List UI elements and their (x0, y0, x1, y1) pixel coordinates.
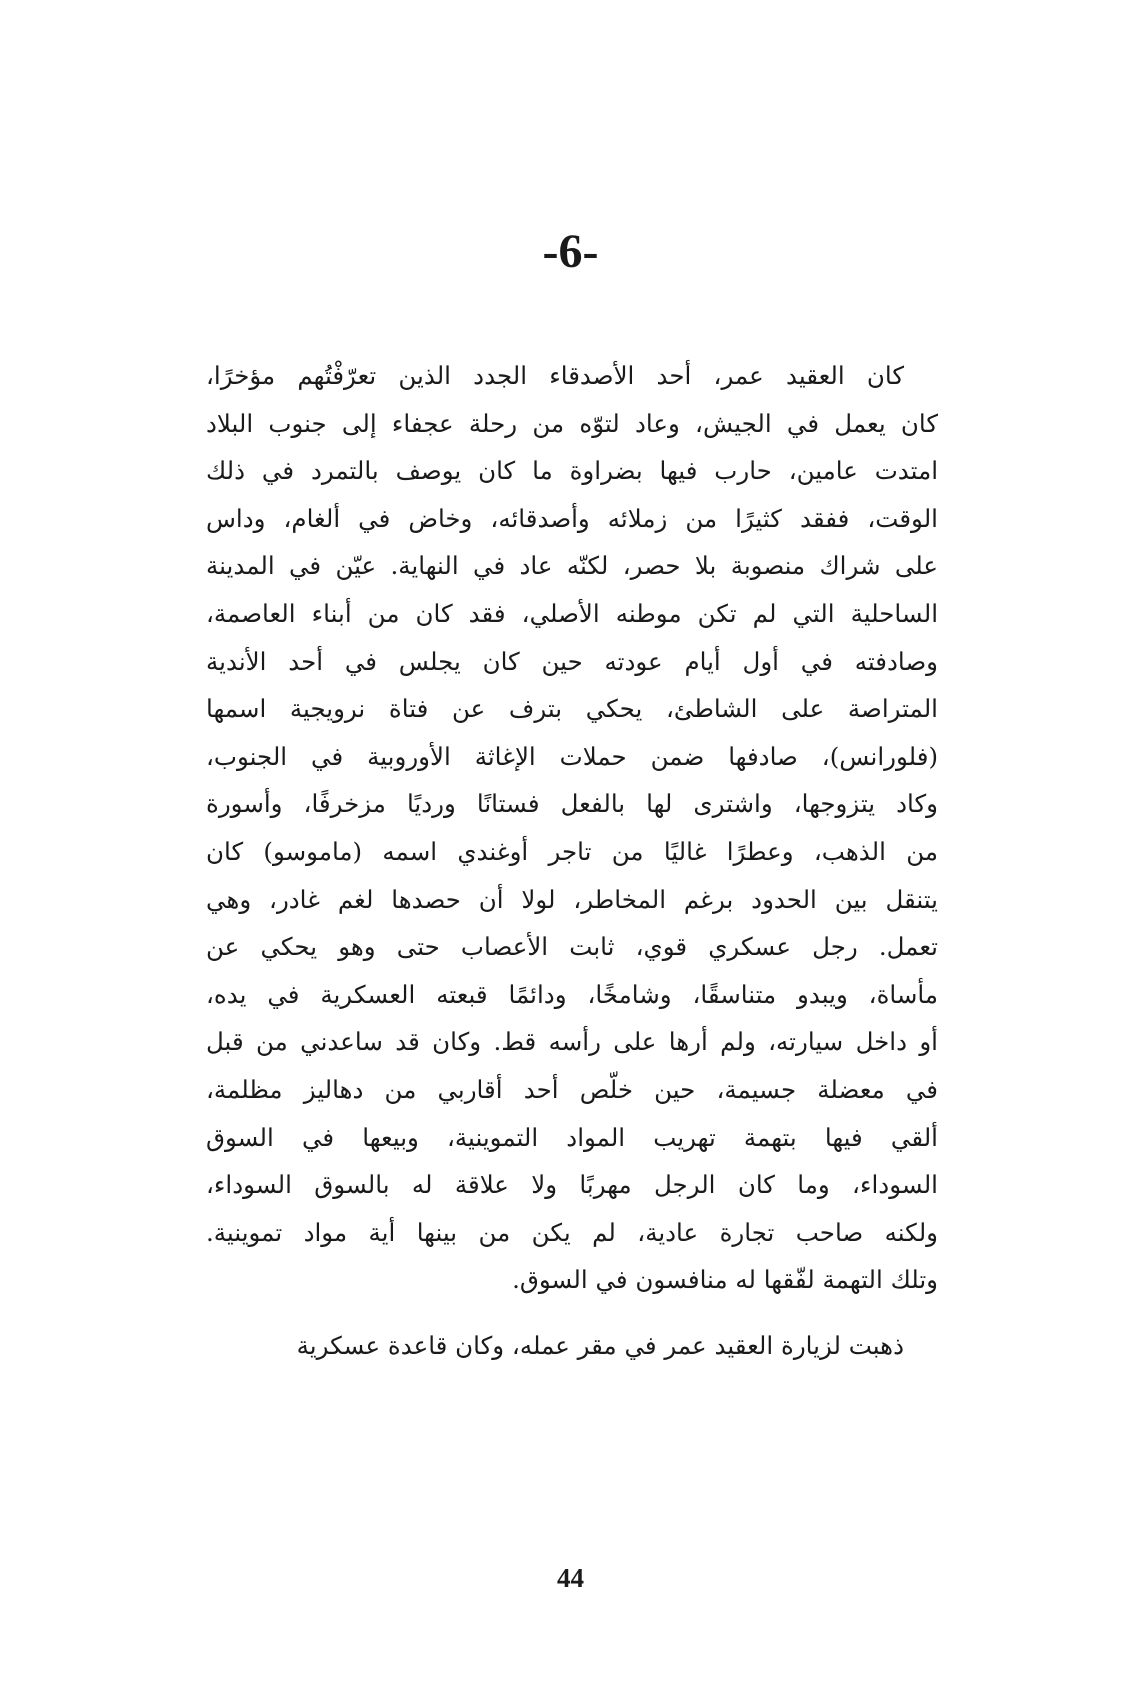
text-line: المتراصة على الشاطئ، يحكي بترف عن فتاة نرويجية اسمها (206, 694, 938, 724)
text-line: أو داخل سيارته، ولم أرها على رأسه قط. وكان قد ساعدني من قبل (206, 1027, 938, 1057)
paragraph (206, 1322, 938, 1370)
text-line: تعمل. رجل عسكري قوي، ثابت الأعصاب حتى وهو يحكي عن (206, 932, 938, 962)
text-line: وتلك التهمة لفّقها له منافسون في السوق. (512, 1265, 938, 1295)
text-line: الوقت، ففقد كثيرًا من زملائه وأصدقائه، وخاض في ألغام، وداس (206, 503, 938, 533)
text-line: يتنقل بين الحدود برغم المخاطر، لولا أن حصدها لغم غادر، وهي (206, 884, 938, 914)
text-line: وصادفته في أول أيام عودته حين كان يجلس في أحد الأندية (206, 646, 938, 676)
text-line: في معضلة جسيمة، حين خلّص أحد أقاربي من دهاليز مظلمة، (206, 1074, 938, 1104)
text-line: ألقي فيها بتهمة تهريب المواد التموينية، وبيعها في السوق (206, 1122, 938, 1152)
text-line: من الذهب، وعطرًا غاليًا من تاجر أوغندي اسمه (ماموسو) كان (206, 836, 938, 866)
text-line: مأساة، ويبدو متناسقًا، وشامخًا، ودائمًا قبعته العسكرية في يده، (206, 979, 938, 1009)
page-number: 44 (557, 1563, 584, 1593)
paragraph (206, 352, 938, 1304)
text-line: كان العقيد عمر، أحد الأصدقاء الجدد الذين تعرّفْتُهم مؤخرًا، (206, 361, 904, 390)
text-line: وكاد يتزوجها، واشترى لها بالفعل فستانًا ورديًا مزخرفًا، وأسورة (206, 789, 938, 819)
text-line: على شراك منصوبة بلا حصر، لكنّه عاد في النهاية. عيّن في المدينة (206, 551, 938, 581)
chapter-title: -6- (542, 225, 599, 278)
body-text (206, 352, 938, 1369)
text-line: (فلورانس)، صادفها ضمن حملات الإغاثة الأوروبية في الجنوب، (206, 741, 938, 771)
text-line: ذهبت لزيارة العقيد عمر في مقر عمله، وكان قاعدة عسكرية (296, 1330, 904, 1360)
text-line: السوداء، وما كان الرجل مهربًا ولا علاقة له بالسوق السوداء، (206, 1170, 938, 1200)
text-line: ولكنه صاحب تجارة عادية، لم يكن من بينها أية مواد تموينية. (206, 1217, 938, 1247)
text-line: امتدت عامين، حارب فيها بضراوة ما كان يوصف بالتمرد في ذلك (206, 456, 938, 486)
text-line: الساحلية التي لم تكن موطنه الأصلي، فقد كان من أبناء العاصمة، (206, 598, 938, 628)
text-line: كان يعمل في الجيش، وعاد لتوّه من رحلة عجفاء إلى جنوب البلاد (206, 408, 938, 438)
